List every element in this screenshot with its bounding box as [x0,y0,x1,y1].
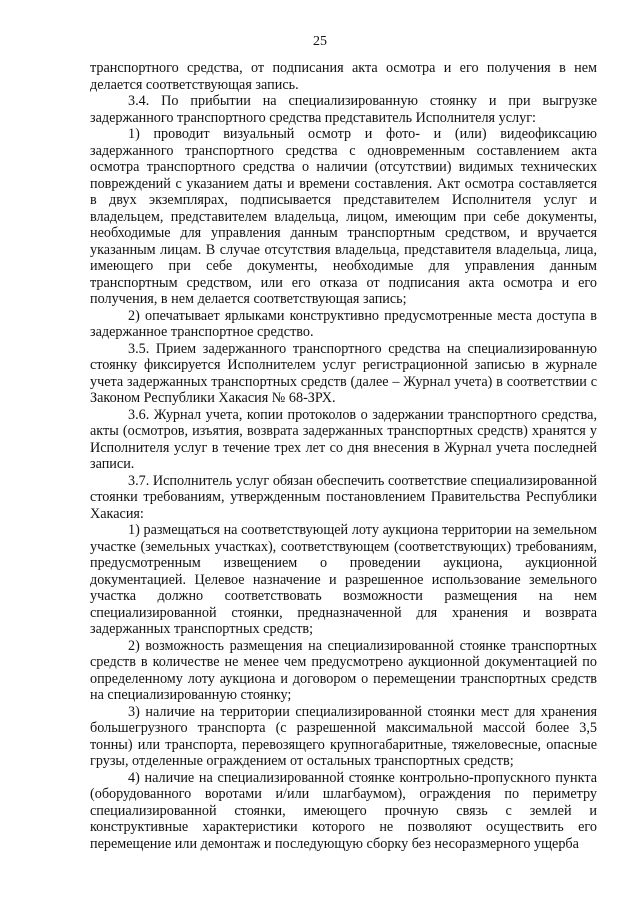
paragraph-3-4-item-1: 1) проводит визуальный осмотр и фото- и (или) видеофиксацию задержанного транспортного средства с одновременным составлением акта осмотра транспортного средства о наличии (отсутствии) видимых технических повреждений с указанием даты и времени составления. Акт осмотра составляется в двух экземплярах, подписывается представителем Исполнителя услуг и владельцем, представителем владельца, лицом, имеющим при себе документы, необходимые для управления данным транспортным средством, и вручается указанным лицам. В случае отсутствия владельца, представителя владельца, лица, имеющего при себе документы, необходимые для управления данным транспортным средством, или его отказа от подписания акта осмотра и его получения, в нем делается соответствующая запись; [90,126,597,307]
paragraph-3-7-item-3: 3) наличие на территории специализированной стоянки мест для хранения большегрузного транспорта (с разрешенной максимальной массой более 3,5 тонны) или транспорта, перевозящего крупногабаритные, тяжеловесные, опасные грузы, отделенные ограждением от остальных транспортных средств; [90,703,597,769]
paragraph-3-5: 3.5. Прием задержанного транспортного средства на специализированную стоянку фиксируется Исполнителем услуг регистрационной записью в журнале учета задержанных транспортных средств (далее – Журнал учета) в соответствии с Законом Республики Хакасия № 68-ЗРХ. [90,340,597,406]
paragraph-3-7-item-4: 4) наличие на специализированной стоянке контрольно-пропускного пункта (оборудованного воротами и/или шлагбаумом), ограждения по периметру специализированной стоянки, имеющего прочную связь с землей и конструктивные характеристики которого не позволяют осуществить его перемещение или демонтаж и последующую сборку без несоразмерного ущерба [90,769,597,852]
paragraph-3-7-item-1: 1) размещаться на соответствующей лоту аукциона территории на земельном участке (земельных участках), соответствующем (соответствующих) требованиям, предусмотренным извещением о проведении аукциона, аукционной документацией. Целевое назначение и разрешенное использование земельного участка должно соответствовать возможности размещения на нем специализированной стоянки, предназначенной для хранения и возврата задержанных транспортных средств; [90,522,597,637]
paragraph-3-7-item-2: 2) возможность размещения на специализированной стоянке транспортных средств в количестве не менее чем предусмотрено аукционной документацией по определенному лоту аукциона и договором о перемещении транспортных средств на специализированную стоянку; [90,637,597,703]
paragraph-3-6: 3.6. Журнал учета, копии протоколов о задержании транспортного средства, акты (осмотров, изъятия, возврата задержанных транспортных средств) хранятся у Исполнителя услуг в течение трех лет со дня внесения в Журнал учета последней записи. [90,406,597,472]
page-number: 25 [313,34,327,49]
document-body [90,60,597,852]
paragraph-3-7: 3.7. Исполнитель услуг обязан обеспечить соответствие специализированной стоянки требованиям, утвержденным постановлением Правительства Республики Хакасия: [90,472,597,522]
paragraph-3-4: 3.4. По прибытии на специализированную стоянку и при выгрузке задержанного транспортного средства представитель Исполнителя услуг: [90,93,597,126]
paragraph-3-4-item-2: 2) опечатывает ярлыками конструктивно предусмотренные места доступа в задержанное транспортное средство. [90,307,597,340]
paragraph-continuation: транспортного средства, от подписания акта осмотра и его получения в нем делается соответствующая запись. [90,60,597,93]
